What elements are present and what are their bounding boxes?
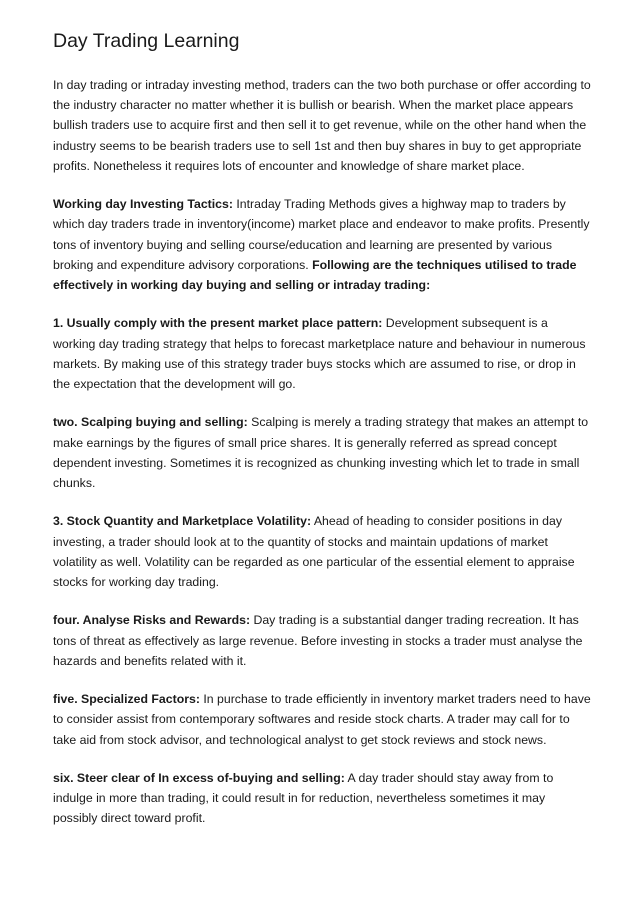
document-title: Day Trading Learning xyxy=(53,30,240,52)
item-text-2: Scalping is merely a trading strategy that makes an attempt to make earnings by the figures of small price shares. It is generally referred as spread concept dependent investing. Sometimes it is recognized as chunking investing which let to trade in small chunks. xyxy=(53,415,589,491)
item-text-5: In purchase to trade efficiently in inventory market traders need to have to consider assist from contemporary softwares and reside stock charts. A trader may call for to take aid from stock advisor, and technological analyst to get stock reviews and stock news. xyxy=(53,692,591,747)
tactics-text: Intraday Trading Methods gives a highway map to traders by which day traders trade in inventory(income) market place and endeavor to make profits. Presently tons of inventory buying and selling course/education and learning are presented by various broking and expenditure advisory corporations. xyxy=(53,197,590,272)
tactics-bold-tail: Following are the techniques utilised to trade effectively in working day buying and selling or intraday trading: xyxy=(53,257,577,293)
item-text-4: Day trading is a substantial danger trading recreation. It has tons of threat as effectively as large revenue. Before investing in stocks a trader must analyse the hazards and benefits related with it. xyxy=(53,613,583,668)
item-paragraph-2 xyxy=(53,412,591,493)
item-heading-4: four. Analyse Risks and Rewards: xyxy=(53,613,251,628)
item-heading-3: 3. Stock Quantity and Marketplace Volatility: xyxy=(53,514,312,529)
item-heading-2: two. Scalping buying and selling: xyxy=(53,415,248,430)
item-paragraph-1 xyxy=(53,313,591,394)
item-text-6: A day trader should stay away from to indulge in more than trading, it could result in for reduction, nevertheless sometimes it may possibly direct toward profit. xyxy=(53,771,554,826)
tactics-heading: Working day Investing Tactics: xyxy=(53,197,233,212)
item-paragraph-6 xyxy=(53,768,591,829)
item-text-1: Development subsequent is a working day trading strategy that helps to forecast marketplace nature and behaviour in numerous markets. By making use of this strategy trader buys stocks which are assumed to rise, or drop in the expectation that the development will go. xyxy=(53,316,586,392)
item-heading-1: 1. Usually comply with the present market place pattern: xyxy=(53,316,383,331)
item-paragraph-3 xyxy=(53,511,591,592)
item-paragraph-5 xyxy=(53,689,591,750)
item-heading-6: six. Steer clear of In excess of-buying and selling: xyxy=(53,771,345,785)
item-heading-5: five. Specialized Factors: xyxy=(53,692,200,707)
document-page xyxy=(53,28,591,847)
intro-paragraph: In day trading or intraday investing method, traders can the two both purchase or offer according to the industry character no matter whether it is bullish or bearish. When the market place appears bullish traders use to acquire first and then sell it to get revenue, while on the other hand when the industry seems to be bearish traders use to sell 1st and then buy shares in buy to get appropriate profits. Nonetheless it requires lots of encounter and knowledge of share market place. xyxy=(53,78,591,173)
item-paragraph-4 xyxy=(53,610,591,671)
item-text-3: Ahead of heading to consider positions in day investing, a trader should look at to the quantity of stocks and maintain updations of market volatility as well. Volatility can be regarded as one particular of the essential element to appraise stocks for working day trading. xyxy=(53,514,575,590)
tactics-paragraph xyxy=(53,194,591,295)
